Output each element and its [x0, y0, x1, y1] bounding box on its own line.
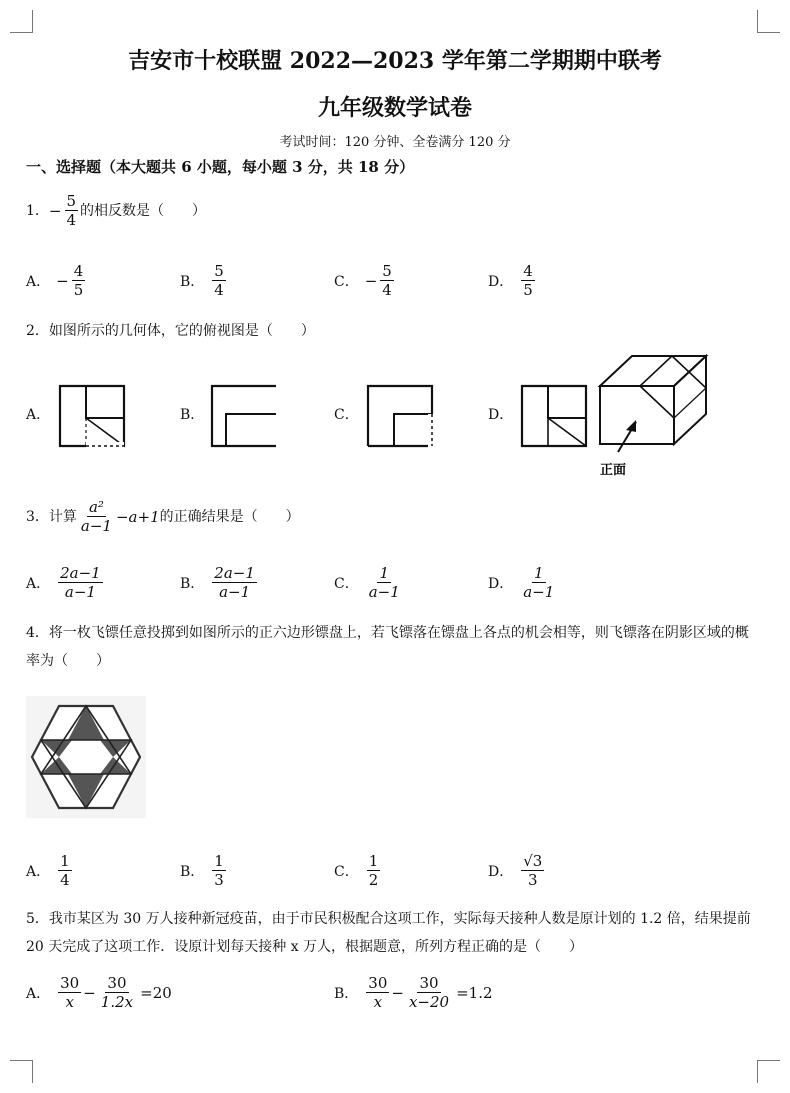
q2-option-d[interactable]: D．	[488, 407, 514, 423]
exam-title: 吉安市十校联盟 2022—2023 学年第二学期期中联考	[128, 48, 662, 74]
exam-subtitle: 九年级数学试卷	[317, 95, 472, 121]
q3-option-d[interactable]: D． $\frac{1}{a-1}$	[488, 564, 555, 601]
crop-mark-bottom-right	[757, 1060, 780, 1083]
q3-option-c[interactable]: C． $\frac{1}{a-1}$	[334, 564, 400, 601]
crop-mark-top-right	[757, 10, 780, 33]
exam-info: 考试时间：120 分钟、全卷满分 120 分	[279, 135, 511, 150]
q2-option-b[interactable]: B．	[180, 407, 205, 423]
q3-option-b[interactable]: B． $\frac{2a-1}{a-1}$	[180, 564, 255, 601]
q4-option-d[interactable]: D． $\frac{√3}{3}$	[488, 852, 543, 889]
question-3: 3．计算 $\frac{\text{a²}}{a-1}$ −a+1 的正确结果是（ ）	[26, 498, 300, 535]
q1-option-d[interactable]: D． $\frac{4}{5}$	[488, 262, 533, 299]
crop-mark-top-left	[10, 10, 33, 33]
question-2: 2．如图所示的几何体，它的俯视图是（ ）	[26, 323, 315, 339]
q1-option-a[interactable]: A． − $\frac{4}{5}$	[26, 262, 84, 299]
q2-option-c[interactable]: C．	[334, 407, 359, 423]
q2-figure-a	[56, 384, 130, 450]
figure-front-label: 正面	[600, 462, 627, 477]
q1-option-c[interactable]: C． − $\frac{5}{4}$	[334, 262, 392, 299]
question-4: 4．将一枚飞镖任意投掷到如图所示的正六边形镖盘上，若飞镖落在镖盘上各点的机会相等，则飞镖落在阴影区域的概率为（ ）	[26, 625, 749, 669]
crop-mark-bottom-left	[10, 1060, 33, 1083]
q5-option-b[interactable]: B． $\frac{30}{x}$ − $\frac{30}{x-20}$ =1.2	[334, 974, 493, 1011]
q2-figure-b	[208, 384, 282, 450]
question-5: 5．我市某区为 30 万人接种新冠疫苗，由于市民积极配合这项工作，实际每天接种人数是原计划的 1.2 倍，结果提前 20 天完成了这项工作．设原计划每天接种 x 万人，根据题意，所列方程正确的是（ ）	[26, 911, 751, 955]
section-heading: 一、选择题（本大题共 6 小题，每小题 3 分，共 18 分）	[26, 158, 415, 176]
q4-hexagon-figure	[26, 696, 146, 818]
q2-figure-d	[518, 384, 592, 450]
q4-option-c[interactable]: C． $\frac{1}{2}$	[334, 852, 379, 889]
q2-figure-c	[364, 384, 438, 450]
q2-solid-figure	[588, 348, 712, 482]
q3-option-a[interactable]: A． $\frac{2a-1}{a-1}$	[26, 564, 101, 601]
q1-option-b[interactable]: B． $\frac{5}{4}$	[180, 262, 224, 299]
q1-fraction: $\frac{5}{4}$	[66, 192, 77, 229]
q5-option-a[interactable]: A． $\frac{30}{x}$ − $\frac{30}{1.2x}$ =20	[26, 974, 172, 1011]
question-1: 1． − $\frac{5}{4}$ 的相反数是（ ）	[26, 192, 207, 229]
q4-option-b[interactable]: B． $\frac{1}{3}$	[180, 852, 224, 889]
q2-option-a[interactable]: A．	[26, 407, 51, 423]
q4-option-a[interactable]: A． $\frac{1}{4}$	[26, 852, 70, 889]
